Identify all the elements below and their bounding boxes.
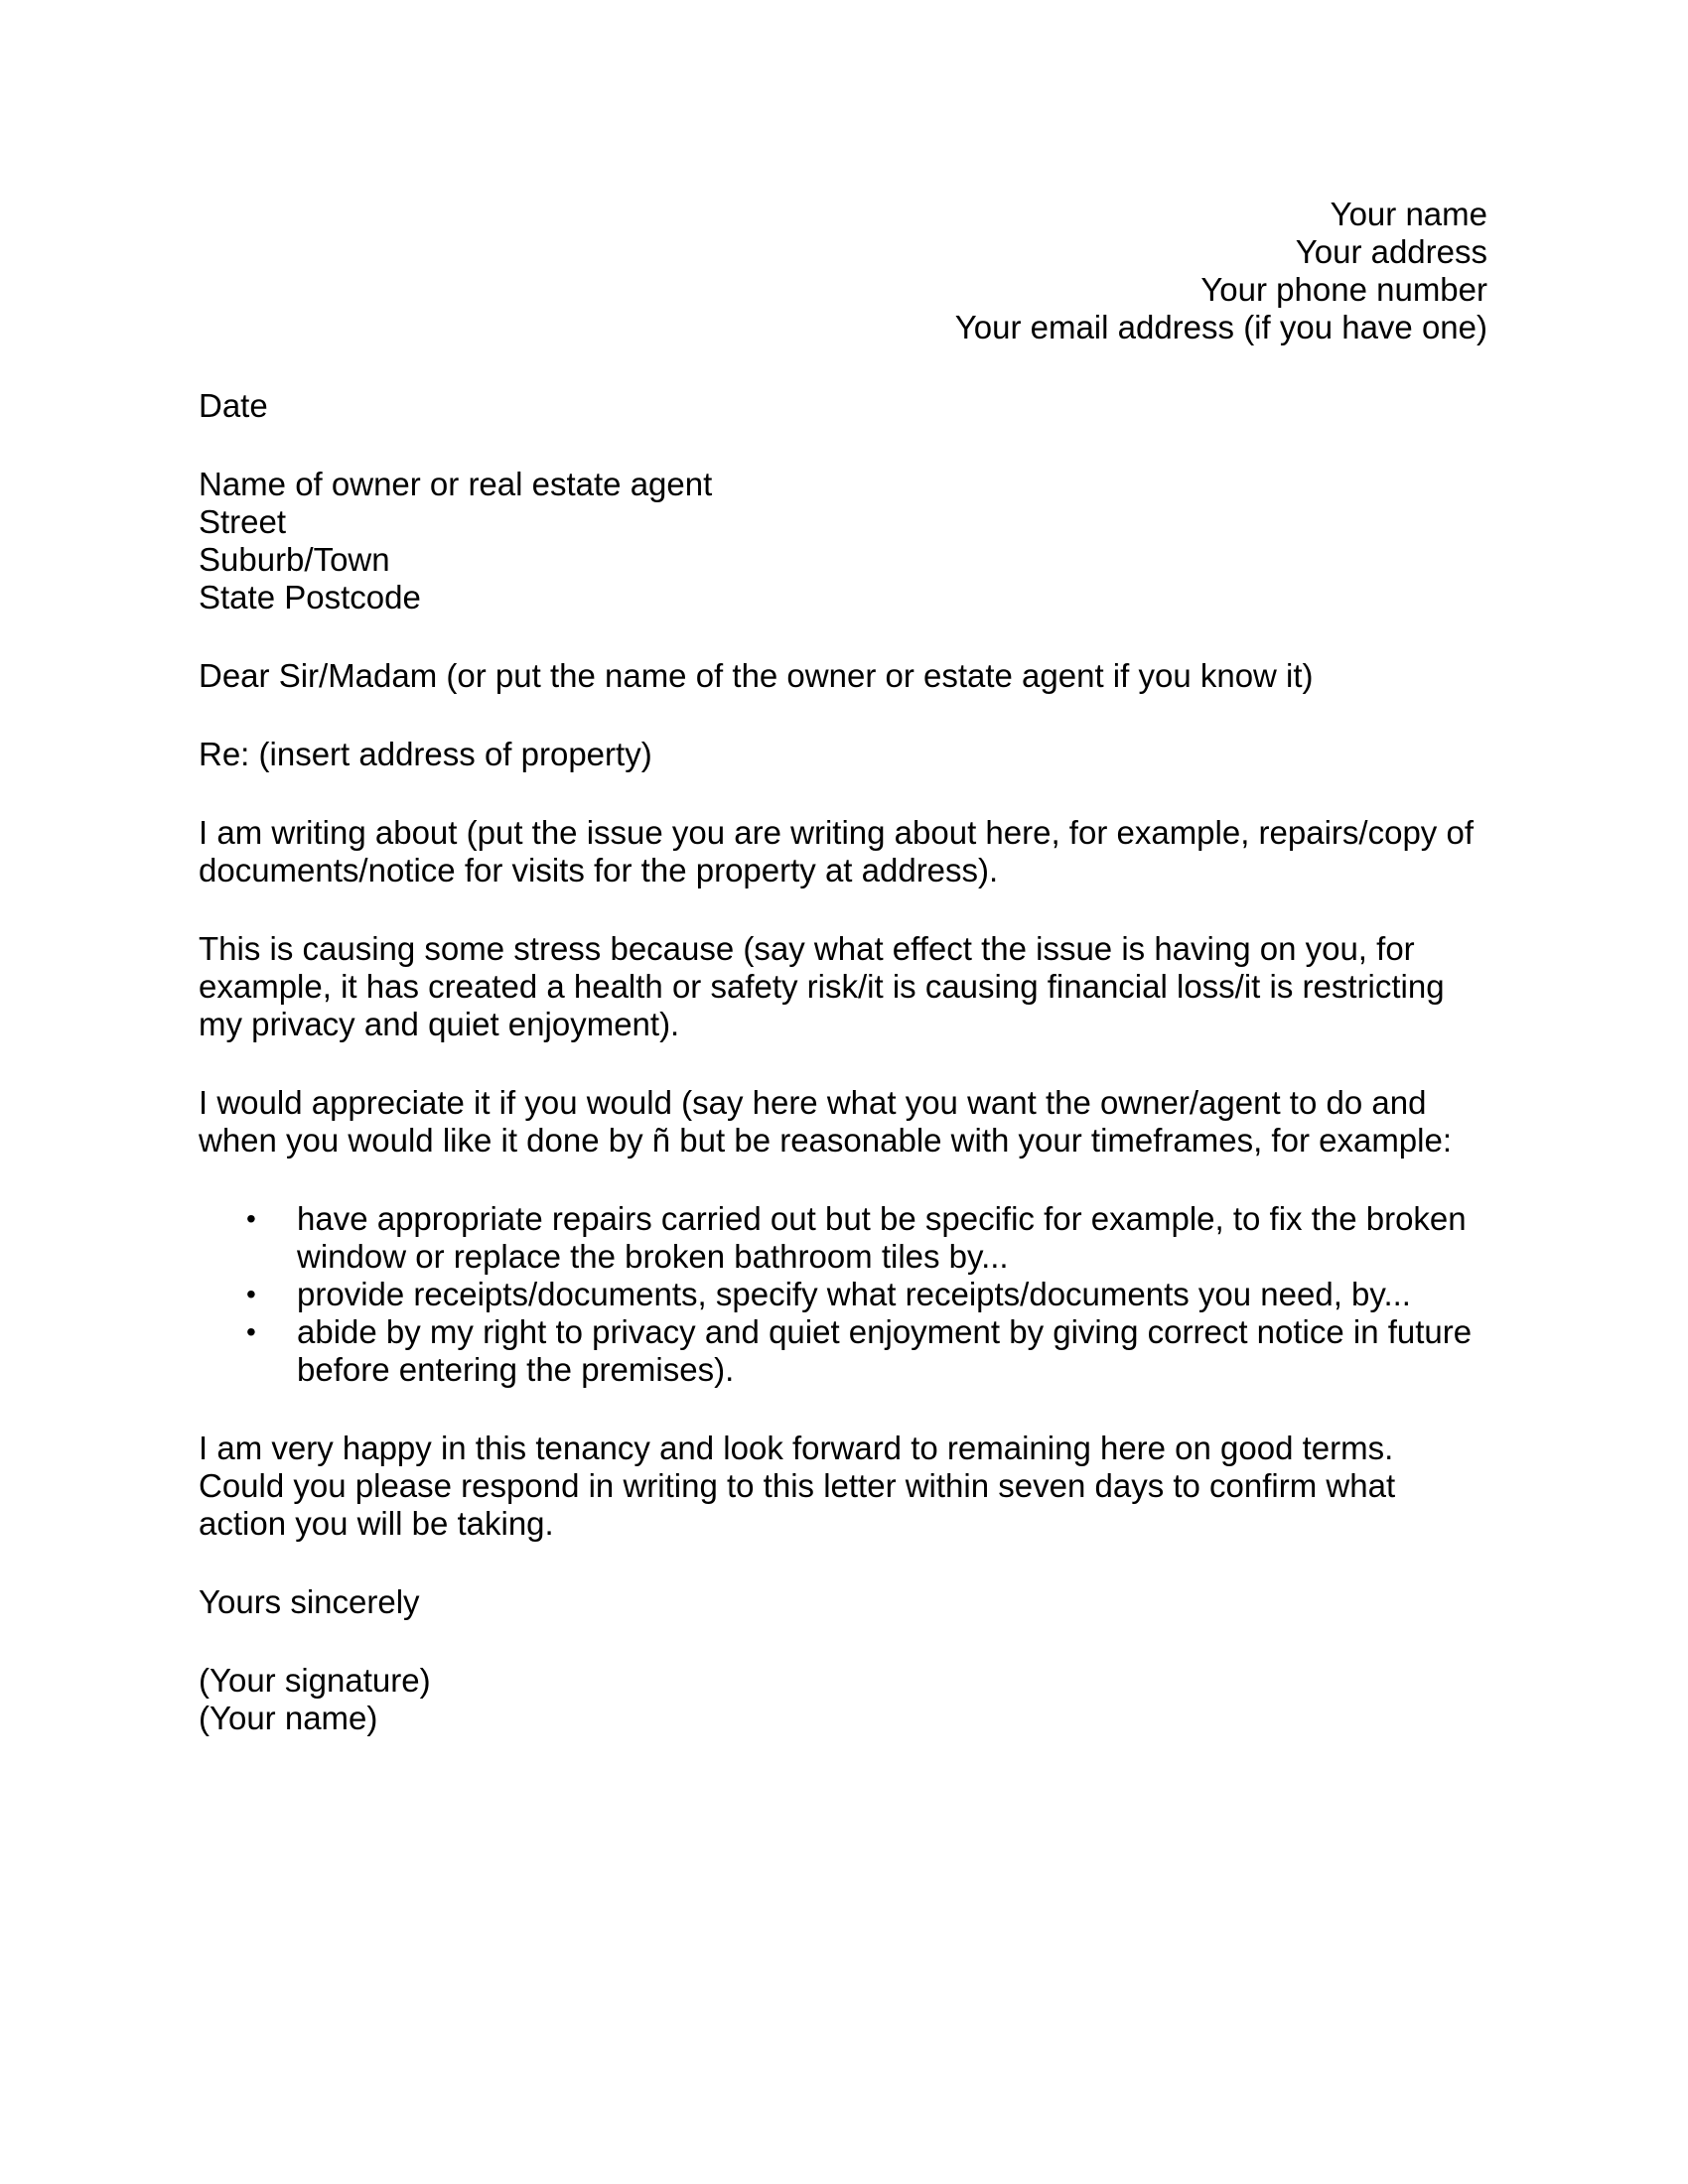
bullet-icon: • [246,1316,256,1347]
salutation: Dear Sir/Madam (or put the name of the owner or estate agent if you know it) [199,657,1314,694]
letter-date: Date [199,387,268,424]
re-line: Re: (insert address of property) [199,736,652,772]
paragraph-line: action you will be taking. [199,1505,554,1542]
paragraph-line: when you would like it done by ñ but be reasonable with your timeframes, for example: [199,1122,1453,1159]
closing: Yours sincerely [199,1583,420,1620]
paragraph-line: example, it has created a health or safety risk/it is causing financial loss/it is restricting [199,968,1445,1005]
signature-placeholder: (Your signature) [199,1662,431,1699]
paragraph-line: This is causing some stress because (say what effect the issue is having on you, for [199,930,1415,967]
paragraph-line: I am writing about (put the issue you are writing about here, for example, repairs/copy of [199,814,1474,851]
recipient-suburb: Suburb/Town [199,541,390,578]
recipient-name: Name of owner or real estate agent [199,466,713,502]
paragraph-line: documents/notice for visits for the property at address). [199,852,999,888]
sender-address: Your address [1295,233,1487,270]
bullet-icon: • [246,1203,256,1234]
recipient-state-postcode: State Postcode [199,579,421,615]
list-item-line: provide receipts/documents, specify what receipts/documents you need, by... [297,1276,1411,1312]
recipient-street: Street [199,503,287,540]
bullet-icon: • [246,1279,256,1309]
list-item-line: window or replace the broken bathroom tiles by... [297,1238,1009,1275]
paragraph-line: my privacy and quiet enjoyment). [199,1006,680,1042]
list-item-line: abide by my right to privacy and quiet enjoyment by giving correct notice in future [297,1313,1473,1350]
sender-email: Your email address (if you have one) [954,309,1487,345]
paragraph-line: I am very happy in this tenancy and look forward to remaining here on good terms. [199,1430,1394,1466]
signoff-name: (Your name) [199,1700,378,1736]
list-item-line: before entering the premises). [297,1351,735,1388]
sender-phone: Your phone number [1200,271,1487,308]
sender-name: Your name [1330,196,1487,232]
paragraph-line: Could you please respond in writing to this letter within seven days to confirm what [199,1467,1396,1504]
paragraph-line: I would appreciate it if you would (say here what you want the owner/agent to do and [199,1084,1427,1121]
list-item-line: have appropriate repairs carried out but be specific for example, to fix the broken [297,1200,1467,1237]
